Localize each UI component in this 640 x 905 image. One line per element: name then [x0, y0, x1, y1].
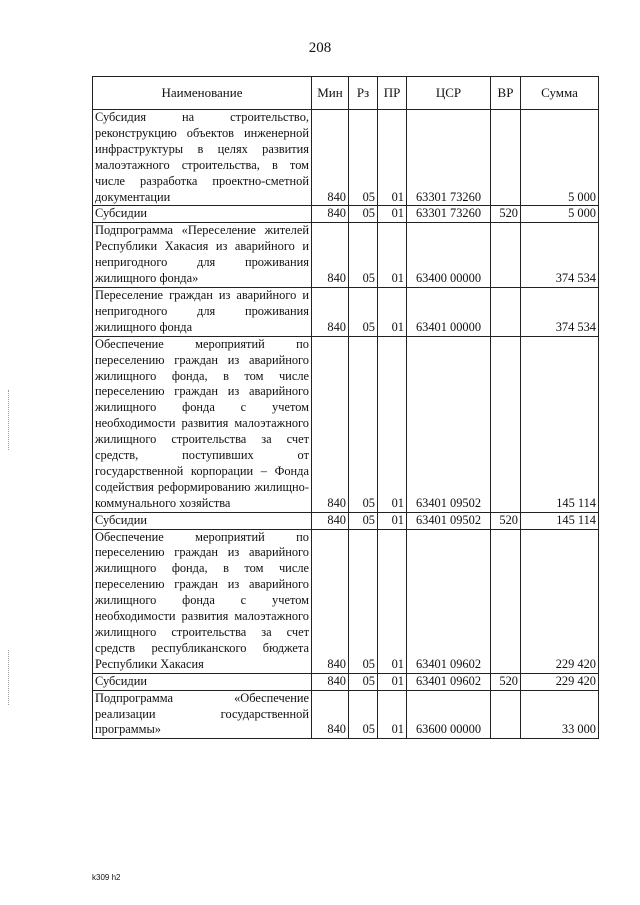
row-vr: [491, 287, 521, 336]
row-rz: 05: [349, 336, 378, 512]
row-csr: 63401 09602: [407, 673, 491, 690]
row-sum: 229 420: [521, 673, 599, 690]
header-sum: Сумма: [521, 77, 599, 110]
row-min: 840: [312, 529, 349, 673]
row-sum: 33 000: [521, 690, 599, 739]
row-min: 840: [312, 512, 349, 529]
row-vr: 520: [491, 512, 521, 529]
row-name: Подпрограмма «Обеспечение реализации государственной программы»: [93, 690, 312, 739]
table-row: [93, 336, 599, 512]
row-name: Обеспечение мероприятий по переселению граждан из аварийного жилищного фонда, в том числе переселению граждан из аварийного жилищного фонда с учетом необходимости развития малоэтажного жилищного строительства за счет средств республиканского бюджета Республики Хакасия: [93, 529, 312, 673]
row-min: 840: [312, 673, 349, 690]
row-pr: 01: [378, 690, 407, 739]
row-vr: [491, 223, 521, 288]
row-sum: 5 000: [521, 110, 599, 206]
table-row: [93, 206, 599, 223]
row-pr: 01: [378, 287, 407, 336]
row-name: Переселение граждан из аварийного и непригодного для проживания жилищного фонда: [93, 287, 312, 336]
row-pr: 01: [378, 336, 407, 512]
scan-margin-mark: [8, 650, 10, 705]
row-name: Подпрограмма «Переселение жителей Республики Хакасия из аварийного и непригодного для проживания жилищного фонда»: [93, 223, 312, 288]
row-rz: 05: [349, 529, 378, 673]
row-min: 840: [312, 223, 349, 288]
row-sum: 229 420: [521, 529, 599, 673]
row-name: Обеспечение мероприятий по переселению граждан из аварийного жилищного фонда, в том числе переселению граждан из аварийного жилищного фонда с учетом необходимости развития малоэтажного жилищного строительства за счет средств, поступивших от государственной корпорации – Фонда содействия реформированию жилищно-коммунального хозяйства: [93, 336, 312, 512]
row-name: Субсидии: [93, 206, 312, 223]
header-csr: ЦСР: [407, 77, 491, 110]
row-csr: 63600 00000: [407, 690, 491, 739]
row-pr: 01: [378, 529, 407, 673]
row-pr: 01: [378, 223, 407, 288]
row-sum: 5 000: [521, 206, 599, 223]
row-rz: 05: [349, 512, 378, 529]
table-row: [93, 529, 599, 673]
row-csr: 63301 73260: [407, 206, 491, 223]
table-header-row: [93, 77, 599, 110]
row-pr: 01: [378, 110, 407, 206]
row-vr: 520: [491, 673, 521, 690]
row-min: 840: [312, 110, 349, 206]
row-rz: 05: [349, 287, 378, 336]
header-name: Наименование: [93, 77, 312, 110]
table-row: [93, 673, 599, 690]
header-rz: Рз: [349, 77, 378, 110]
row-vr: 520: [491, 206, 521, 223]
row-rz: 05: [349, 690, 378, 739]
row-csr: 63301 73260: [407, 110, 491, 206]
row-min: 840: [312, 287, 349, 336]
row-vr: [491, 110, 521, 206]
row-csr: 63401 09502: [407, 512, 491, 529]
row-min: 840: [312, 336, 349, 512]
row-rz: 05: [349, 223, 378, 288]
budget-table: [92, 76, 599, 739]
row-vr: [491, 336, 521, 512]
row-sum: 374 534: [521, 223, 599, 288]
row-name: Субсидии: [93, 512, 312, 529]
table-row: [93, 110, 599, 206]
row-csr: 63401 00000: [407, 287, 491, 336]
row-vr: [491, 690, 521, 739]
row-csr: 63401 09502: [407, 336, 491, 512]
page-number: 208: [308, 40, 332, 56]
row-rz: 05: [349, 110, 378, 206]
table-row: [93, 690, 599, 739]
header-pr: ПР: [378, 77, 407, 110]
footer-code: k309 h2: [92, 873, 121, 882]
row-min: 840: [312, 206, 349, 223]
row-pr: 01: [378, 512, 407, 529]
row-min: 840: [312, 690, 349, 739]
row-sum: 145 114: [521, 512, 599, 529]
header-min: Мин: [312, 77, 349, 110]
row-name: Субсидии: [93, 673, 312, 690]
table-row: [93, 223, 599, 288]
row-rz: 05: [349, 206, 378, 223]
row-sum: 145 114: [521, 336, 599, 512]
row-csr: 63401 09602: [407, 529, 491, 673]
row-pr: 01: [378, 206, 407, 223]
row-sum: 374 534: [521, 287, 599, 336]
table-row: [93, 287, 599, 336]
scan-margin-mark: [8, 390, 10, 450]
row-name: Субсидия на строительство, реконструкцию объектов инженерной инфраструктуры в целях развития малоэтажного строительства, в том числе разработка проектно-сметной документации: [93, 110, 312, 206]
row-csr: 63400 00000: [407, 223, 491, 288]
table-row: [93, 512, 599, 529]
row-vr: [491, 529, 521, 673]
row-pr: 01: [378, 673, 407, 690]
header-vr: ВР: [491, 77, 521, 110]
row-rz: 05: [349, 673, 378, 690]
